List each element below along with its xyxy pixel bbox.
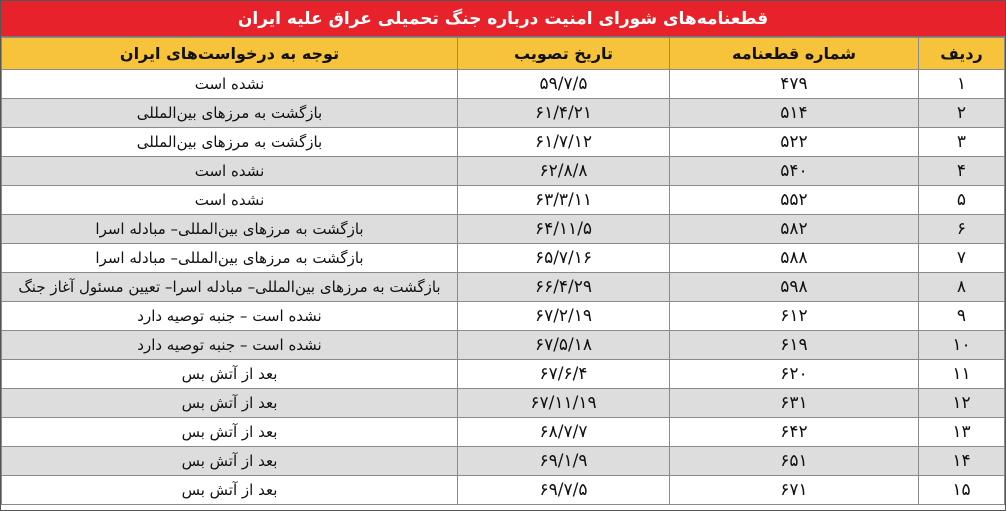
header-iran-requests: توجه به درخواست‌های ایران [2,38,458,70]
header-row-number: ردیف [919,38,1005,70]
cell-approval-date: ۶۲/۸/۸ [458,157,670,186]
table-row [2,128,1005,157]
table-row [2,215,1005,244]
cell-resolution-number: ۶۲۰ [670,360,919,389]
cell-approval-date: ۶۳/۳/۱۱ [458,186,670,215]
table-row [2,302,1005,331]
cell-row-number: ۱۵ [919,476,1005,505]
table-row [2,70,1005,99]
cell-approval-date: ۶۵/۷/۱۶ [458,244,670,273]
table-row [2,331,1005,360]
table-row [2,418,1005,447]
cell-resolution-number: ۵۱۴ [670,99,919,128]
cell-resolution-number: ۵۸۲ [670,215,919,244]
cell-approval-date: ۶۱/۷/۱۲ [458,128,670,157]
cell-response: بازگشت به مرزهای بین‌المللی– مبادله اسرا [2,244,458,273]
cell-approval-date: ۶۹/۱/۹ [458,447,670,476]
cell-resolution-number: ۶۱۲ [670,302,919,331]
cell-row-number: ۲ [919,99,1005,128]
cell-response: بعد از آتش بس [2,389,458,418]
cell-response: بازگشت به مرزهای بین‌المللی [2,128,458,157]
cell-approval-date: ۵۹/۷/۵ [458,70,670,99]
cell-response: نشده است [2,70,458,99]
cell-resolution-number: ۶۳۱ [670,389,919,418]
table-row [2,273,1005,302]
cell-row-number: ۴ [919,157,1005,186]
cell-row-number: ۱ [919,70,1005,99]
cell-approval-date: ۶۷/۱۱/۱۹ [458,389,670,418]
cell-resolution-number: ۵۴۰ [670,157,919,186]
cell-approval-date: ۶۴/۱۱/۵ [458,215,670,244]
cell-resolution-number: ۶۴۲ [670,418,919,447]
table-row [2,447,1005,476]
cell-row-number: ۱۳ [919,418,1005,447]
cell-approval-date: ۶۷/۲/۱۹ [458,302,670,331]
cell-row-number: ۹ [919,302,1005,331]
table-row [2,157,1005,186]
cell-approval-date: ۶۶/۴/۲۹ [458,273,670,302]
cell-response: بعد از آتش بس [2,476,458,505]
cell-row-number: ۱۴ [919,447,1005,476]
cell-response: بازگشت به مرزهای بین‌المللی [2,99,458,128]
cell-row-number: ۱۰ [919,331,1005,360]
cell-response: بعد از آتش بس [2,360,458,389]
cell-resolution-number: ۵۲۲ [670,128,919,157]
cell-response: بازگشت به مرزهای بین‌المللی– مبادله اسرا [2,215,458,244]
table-title: قطعنامه‌های شورای امنیت درباره جنگ تحمیلی عراق علیه ایران [1,1,1005,37]
cell-response: نشده است [2,186,458,215]
header-row [2,38,1005,70]
table-row [2,360,1005,389]
table-row [2,186,1005,215]
table-body [2,70,1005,505]
cell-row-number: ۶ [919,215,1005,244]
table-row [2,389,1005,418]
cell-response: بعد از آتش بس [2,447,458,476]
cell-row-number: ۳ [919,128,1005,157]
cell-resolution-number: ۵۵۲ [670,186,919,215]
cell-resolution-number: ۶۱۹ [670,331,919,360]
cell-resolution-number: ۶۵۱ [670,447,919,476]
cell-approval-date: ۶۱/۴/۲۱ [458,99,670,128]
cell-response: نشده است [2,157,458,186]
header-resolution-number: شماره قطعنامه [670,38,919,70]
cell-resolution-number: ۶۷۱ [670,476,919,505]
cell-approval-date: ۶۸/۷/۷ [458,418,670,447]
cell-approval-date: ۶۷/۶/۴ [458,360,670,389]
cell-resolution-number: ۵۸۸ [670,244,919,273]
cell-approval-date: ۶۹/۷/۵ [458,476,670,505]
cell-row-number: ۱۲ [919,389,1005,418]
cell-response: بعد از آتش بس [2,418,458,447]
table-row [2,244,1005,273]
table-row [2,476,1005,505]
cell-row-number: ۷ [919,244,1005,273]
cell-response: نشده است – جنبه توصیه دارد [2,302,458,331]
cell-row-number: ۵ [919,186,1005,215]
cell-row-number: ۱۱ [919,360,1005,389]
cell-row-number: ۸ [919,273,1005,302]
cell-approval-date: ۶۷/۵/۱۸ [458,331,670,360]
header-approval-date: تاریخ تصویب [458,38,670,70]
cell-response: نشده است – جنبه توصیه دارد [2,331,458,360]
cell-response: بازگشت به مرزهای بین‌المللی– مبادله اسرا– تعیین مسئول آغاز جنگ [2,273,458,302]
table-row [2,99,1005,128]
cell-resolution-number: ۴۷۹ [670,70,919,99]
cell-resolution-number: ۵۹۸ [670,273,919,302]
resolutions-table [1,37,1005,505]
